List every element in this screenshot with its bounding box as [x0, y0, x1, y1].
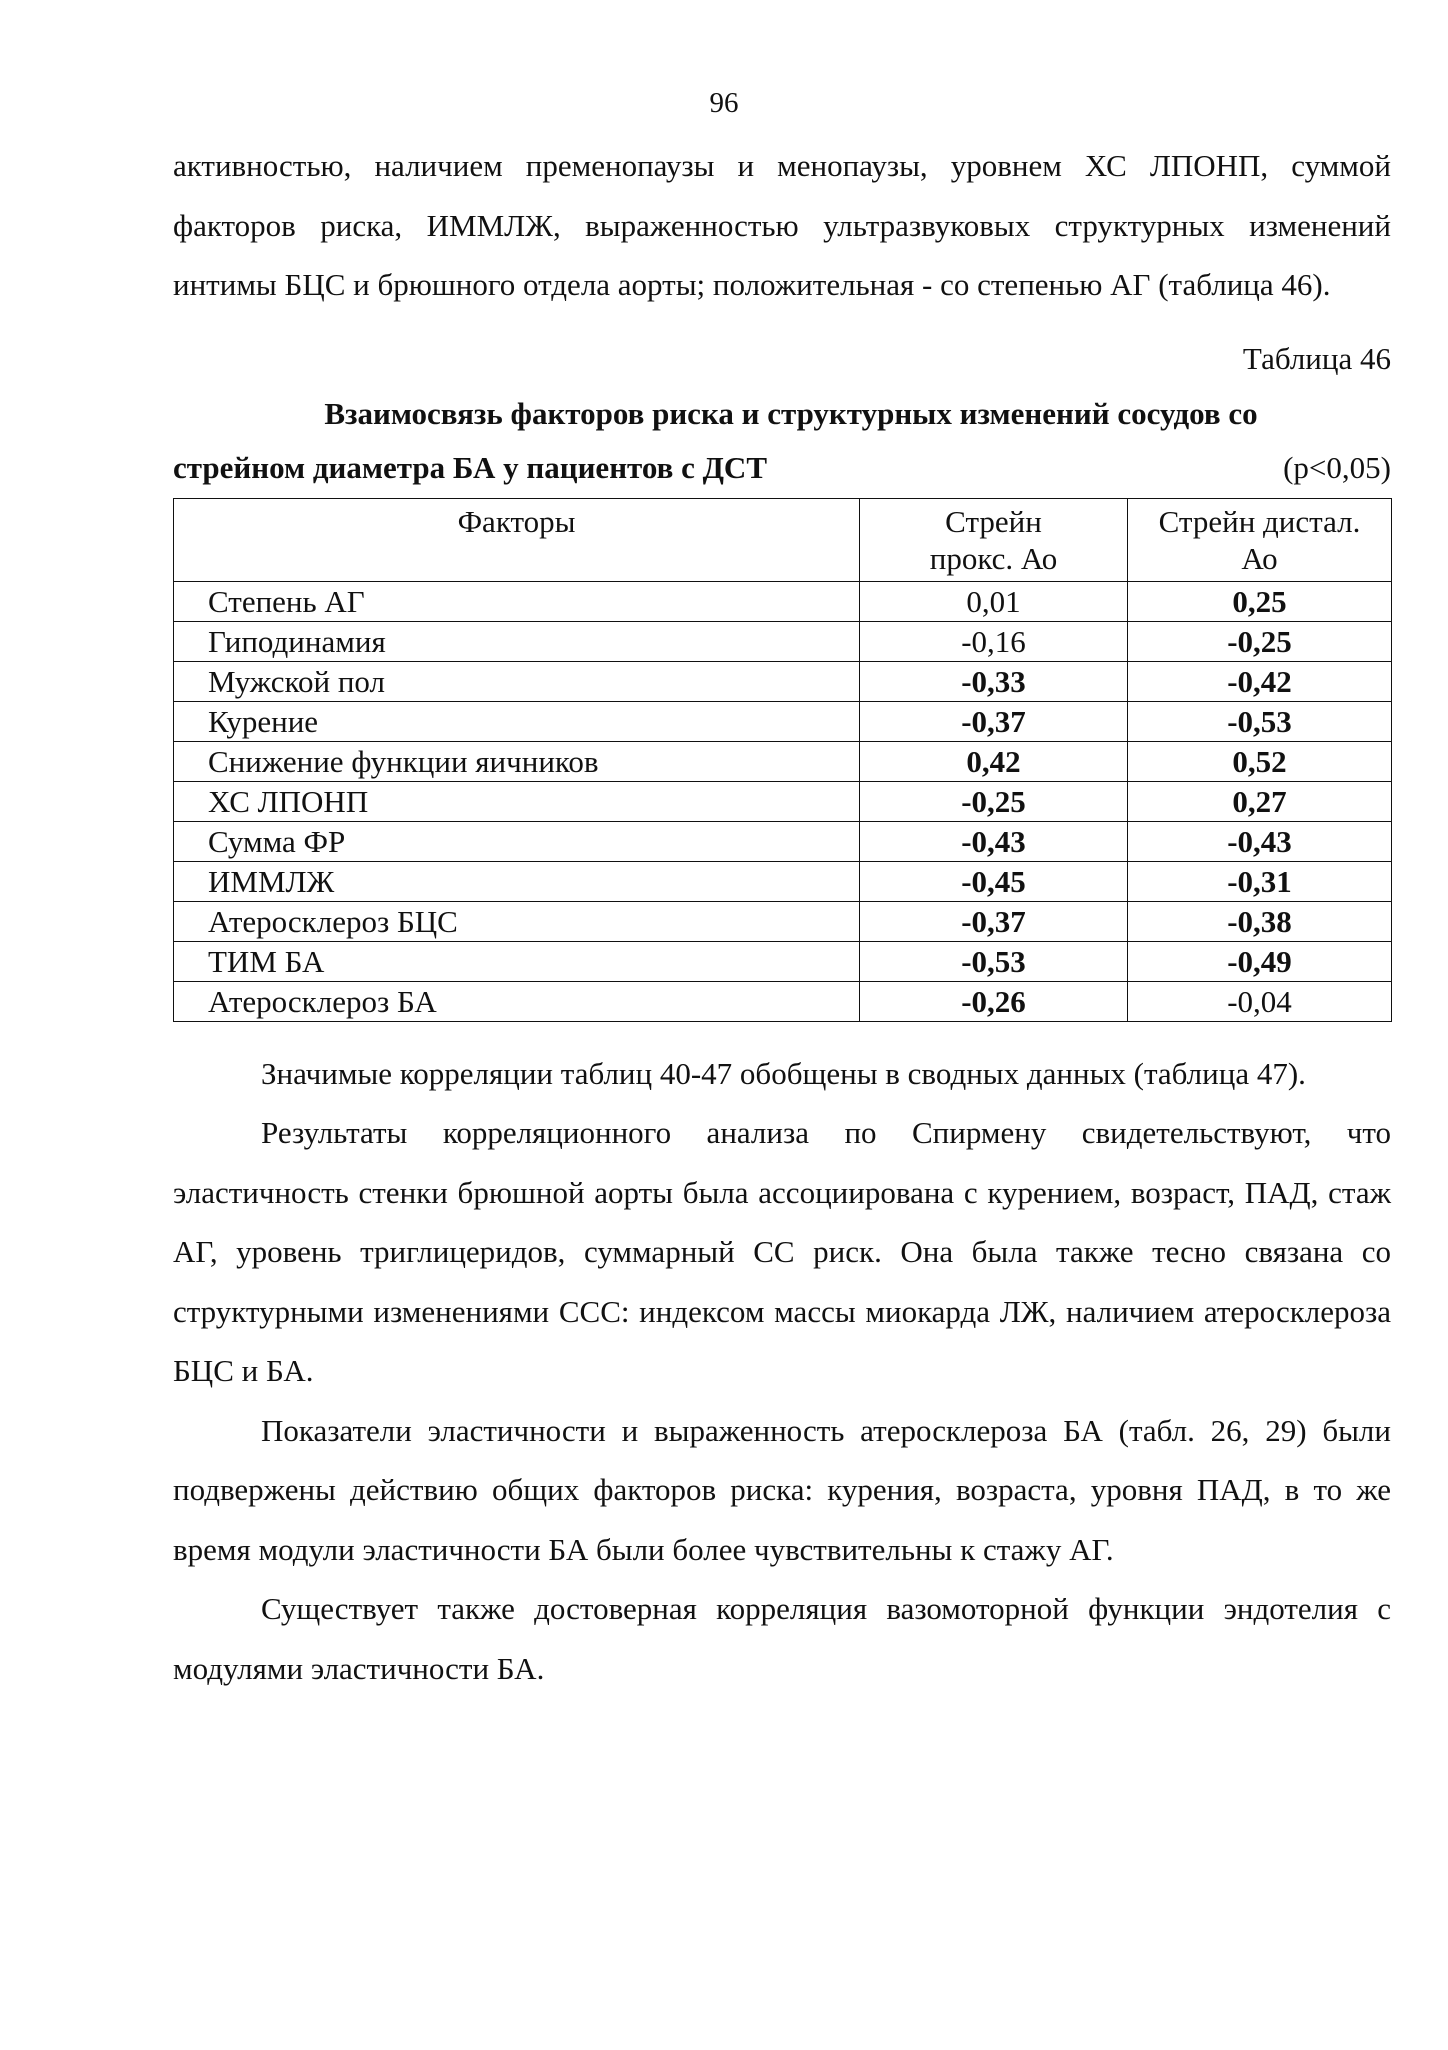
strain-proximal-cell: -0,37 [860, 901, 1128, 941]
strain-proximal-cell: -0,26 [860, 981, 1128, 1021]
strain-distal-cell: -0,49 [1128, 941, 1392, 981]
paragraph-intro: активностью, наличием пременопаузы и менопаузы, уровнем ХС ЛПОНП, суммой факторов риска, ИММЛЖ, выраженностью ультразвуковых структурных изменений интимы БЦС и брюшного отдела аорты; положительная - со степенью АГ (таблица 46). [173, 148, 1391, 302]
paragraph-endothelium: Существует также достоверная корреляция вазомоторной функции эндотелия с модулями эластичности БА. [173, 1591, 1391, 1686]
factor-cell: Снижение функции яичников [174, 741, 860, 781]
factor-cell: Сумма ФР [174, 821, 860, 861]
paragraph-elasticity: Показатели эластичности и выраженность атеросклероза БА (табл. 26, 29) были подвержены действию общих факторов риска: курения, возраста, уровня ПАД, в то же время модули эластичности БА были более чувствительны к стажу АГ. [173, 1412, 1391, 1567]
factor-cell: ИММЛЖ [174, 861, 860, 901]
table-header-row [174, 498, 1392, 581]
factor-cell: Курение [174, 701, 860, 741]
strain-proximal-cell: -0,45 [860, 861, 1128, 901]
factor-cell: Атеросклероз БА [174, 981, 860, 1021]
table-row [174, 701, 1392, 741]
factor-cell: ТИМ БА [174, 941, 860, 981]
strain-distal-cell: -0,53 [1128, 701, 1392, 741]
strain-distal-cell: -0,25 [1128, 621, 1392, 661]
strain-proximal-cell: -0,37 [860, 701, 1128, 741]
strain-distal-cell: 0,25 [1128, 581, 1392, 621]
factor-cell: Степень АГ [174, 581, 860, 621]
table-row [174, 621, 1392, 661]
table-row [174, 661, 1392, 701]
factor-cell: Атеросклероз БЦС [174, 901, 860, 941]
table-row [174, 821, 1392, 861]
strain-distal-cell: -0,42 [1128, 661, 1392, 701]
table-row [174, 861, 1392, 901]
table-row [174, 981, 1392, 1021]
strain-distal-cell: -0,43 [1128, 821, 1392, 861]
table-caption-line2 [173, 450, 1391, 486]
table-caption-line1: Взаимосвязь факторов риска и структурных изменений сосудов со [324, 395, 1258, 431]
strain-distal-cell: -0,04 [1128, 981, 1392, 1021]
page-content [173, 136, 1391, 1698]
table-row [174, 781, 1392, 821]
factor-cell: Мужской пол [174, 661, 860, 701]
table-body [174, 581, 1392, 1021]
header-strain-proximal: Стрейн прокс. Ао [860, 498, 1128, 581]
strain-proximal-cell: -0,25 [860, 781, 1128, 821]
strain-distal-cell: 0,52 [1128, 741, 1392, 781]
factor-cell: Гиподинамия [174, 621, 860, 661]
strain-distal-cell: -0,31 [1128, 861, 1392, 901]
paragraph-spearman: Результаты корреляционного анализа по Спирмену свидетельствуют, что эластичность стенки брюшной аорты была ассоциирована с курением, возраст, ПАД, стаж АГ, уровень триглицеридов, суммарный СС риск. Она была также тесно связана со структурными изменениями ССС: индексом массы миокарда ЛЖ, наличием атеросклероза БЦС и БА. [173, 1115, 1391, 1388]
strain-proximal-cell: 0,01 [860, 581, 1128, 621]
strain-distal-cell: -0,38 [1128, 901, 1392, 941]
strain-proximal-cell: -0,33 [860, 661, 1128, 701]
table-label: Таблица 46 [1242, 340, 1391, 376]
strain-proximal-cell: 0,42 [860, 741, 1128, 781]
strain-proximal-cell: -0,43 [860, 821, 1128, 861]
table-row [174, 901, 1392, 941]
page-number: 96 [709, 87, 739, 119]
table-row [174, 581, 1392, 621]
strain-distal-cell: 0,27 [1128, 781, 1392, 821]
text-after-table [173, 1044, 1391, 1699]
strain-proximal-cell: -0,53 [860, 941, 1128, 981]
table-caption-text: стрейном диаметра БА у пациентов с ДСТ [173, 449, 767, 485]
significance-note: (p<0,05) [1283, 449, 1391, 485]
table-row [174, 941, 1392, 981]
table-row [174, 741, 1392, 781]
correlation-table [173, 498, 1392, 1022]
factor-cell: ХС ЛПОНП [174, 781, 860, 821]
strain-proximal-cell: -0,16 [860, 621, 1128, 661]
header-strain-distal: Стрейн дистал. Ао [1128, 498, 1392, 581]
header-factors: Факторы [174, 498, 860, 581]
paragraph-summary: Значимые корреляции таблиц 40-47 обобщены в сводных данных (таблица 47). [261, 1055, 1306, 1091]
